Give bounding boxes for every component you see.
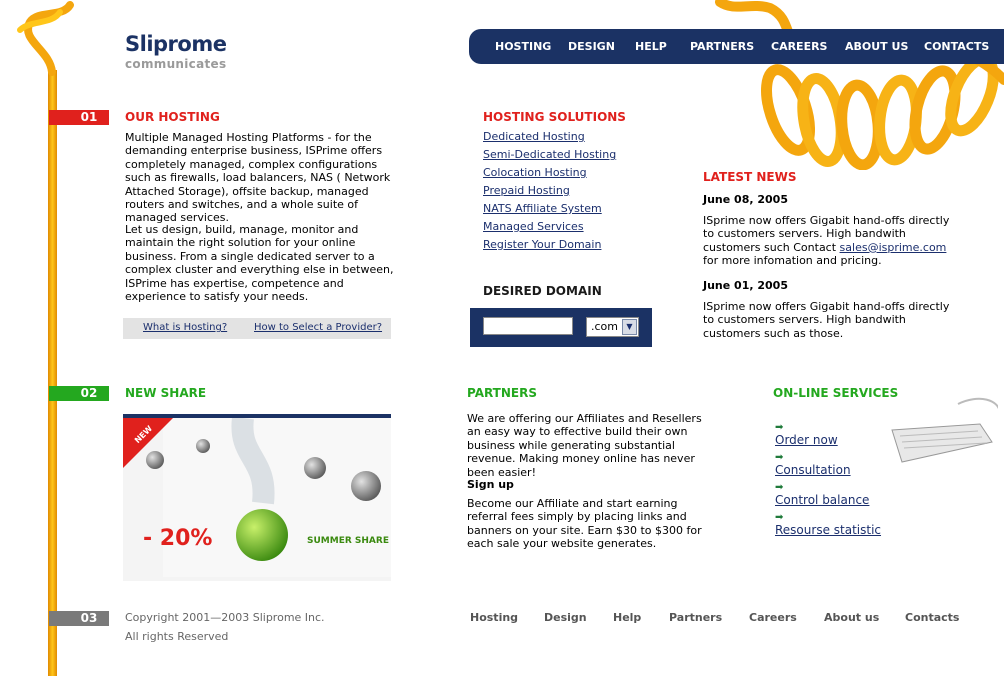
news-date-1: June 08, 2005 [703, 193, 788, 206]
top-navigation [469, 29, 1004, 64]
logo-title[interactable]: Sliprome [125, 32, 227, 56]
our-hosting-heading: OUR HOSTING [125, 110, 220, 124]
new-badge: NEW [132, 423, 155, 446]
footer-link-design[interactable]: Design [544, 611, 587, 624]
our-hosting-paragraph-1: Multiple Managed Hosting Platforms - for the demanding enterprise business, ISPrime offers completely managed, complex configurations such as firewalls, load balancers, NAS ( Network Attached Storage), offsite backup, managed routers and switches, and a whole suite of managed services. [125, 131, 391, 225]
partners-paragraph-1: We are offering our Affiliates and Resellers an easy way to effective build their own business while generating substantial revenue. Making money online has never been easier! [467, 412, 702, 479]
footer-link-about-us[interactable]: About us [824, 611, 880, 624]
section-number-02: 02 [49, 386, 109, 401]
latest-news-heading: LATEST NEWS [703, 170, 797, 184]
resource-statistic-link[interactable]: Resourse statistic [775, 523, 882, 537]
arrow-right-icon: ➡ [775, 422, 784, 433]
hosting-solutions-heading: HOSTING SOLUTIONS [483, 110, 626, 124]
our-hosting-paragraph-2: Let us design, build, manage, monitor and maintain the right solution for your online business. From a single dedicated server to a complex cluster and everything else in between, ISPrime has expertise, competence and experience to satisfy your needs. [125, 223, 394, 304]
nav-partners[interactable]: PARTNERS [690, 40, 755, 53]
order-now-link[interactable]: Order now [775, 433, 838, 447]
link-prepaid-hosting[interactable]: Prepaid Hosting [483, 184, 570, 197]
domain-search-box [470, 308, 652, 347]
select-provider-link[interactable]: How to Select a Provider? [254, 322, 383, 333]
nav-careers[interactable]: CAREERS [771, 40, 828, 53]
summer-share-label: SUMMER SHARE [307, 536, 389, 546]
control-balance-link[interactable]: Control balance [775, 493, 870, 507]
link-managed-services[interactable]: Managed Services [483, 220, 584, 233]
tld-select[interactable] [586, 317, 639, 337]
link-colocation-hosting[interactable]: Colocation Hosting [483, 166, 587, 179]
chevron-down-icon[interactable]: ▼ [622, 319, 637, 335]
domain-input[interactable] [483, 317, 573, 335]
partners-heading: PARTNERS [467, 386, 537, 400]
arrow-right-icon: ➡ [775, 512, 784, 523]
consultation-link[interactable]: Consultation [775, 463, 851, 477]
footer-link-careers[interactable]: Careers [749, 611, 797, 624]
what-is-hosting-link[interactable]: What is Hosting? [143, 322, 228, 333]
logo-tagline: communicates [125, 57, 227, 71]
footer-link-hosting[interactable]: Hosting [470, 611, 519, 624]
footer-link-partners[interactable]: Partners [669, 611, 723, 624]
footer-link-contacts[interactable]: Contacts [905, 611, 960, 624]
desired-domain-heading: DESIRED DOMAIN [483, 284, 602, 298]
section-number-03: 03 [49, 611, 109, 626]
online-services-heading: ON-LINE SERVICES [773, 386, 899, 400]
link-dedicated-hosting[interactable]: Dedicated Hosting [483, 130, 585, 143]
keyboard-icon [888, 394, 998, 466]
copyright-text: Copyright 2001—2003 Sliprome Inc. [125, 611, 325, 624]
phone-cord-left-decoration [0, 0, 120, 676]
sign-up-link[interactable]: Sign up [467, 478, 514, 491]
news-text-1: ISprime now offers Gigabit hand-offs directly to customers servers. High bandwith customers such Contact sales@isprime.com for more infomation and pricing. [703, 214, 950, 268]
hosting-faq-bar [123, 318, 391, 339]
rights-text: All rights Reserved [125, 630, 229, 643]
promo-graphic [123, 418, 391, 577]
summer-share-promo[interactable] [123, 414, 391, 581]
footer-link-help[interactable]: Help [613, 611, 642, 624]
new-share-heading: NEW SHARE [125, 386, 207, 400]
discount-label: - 20% [143, 526, 213, 551]
section-number-01: 01 [49, 110, 109, 125]
nav-contacts[interactable]: CONTACTS [924, 40, 990, 53]
tld-selected-value: .com [591, 320, 618, 333]
news-date-2: June 01, 2005 [703, 279, 788, 292]
arrow-right-icon: ➡ [775, 482, 784, 493]
nav-design[interactable]: DESIGN [568, 40, 615, 53]
sales-email-link[interactable]: sales@isprime.com [839, 240, 947, 254]
partners-paragraph-2: Become our Affiliate and start earning referral fees simply by placing links and banners on your site. Earn $30 to $300 for each sale your website generates. [467, 497, 702, 551]
nav-about-us[interactable]: ABOUT US [845, 40, 909, 53]
link-nats-affiliate-system[interactable]: NATS Affiliate System [483, 202, 602, 215]
hosting-solutions-list [483, 128, 616, 254]
nav-hosting[interactable]: HOSTING [495, 40, 552, 53]
news-text-2: ISprime now offers Gigabit hand-offs directly to customers servers. High bandwith customers such as those. [703, 300, 950, 340]
online-services-list [775, 420, 881, 540]
link-register-domain[interactable]: Register Your Domain [483, 238, 602, 251]
nav-help[interactable]: HELP [635, 40, 667, 53]
link-semi-dedicated-hosting[interactable]: Semi-Dedicated Hosting [483, 148, 617, 161]
phone-cord-right-decoration [710, 0, 1004, 170]
arrow-right-icon: ➡ [775, 452, 784, 463]
